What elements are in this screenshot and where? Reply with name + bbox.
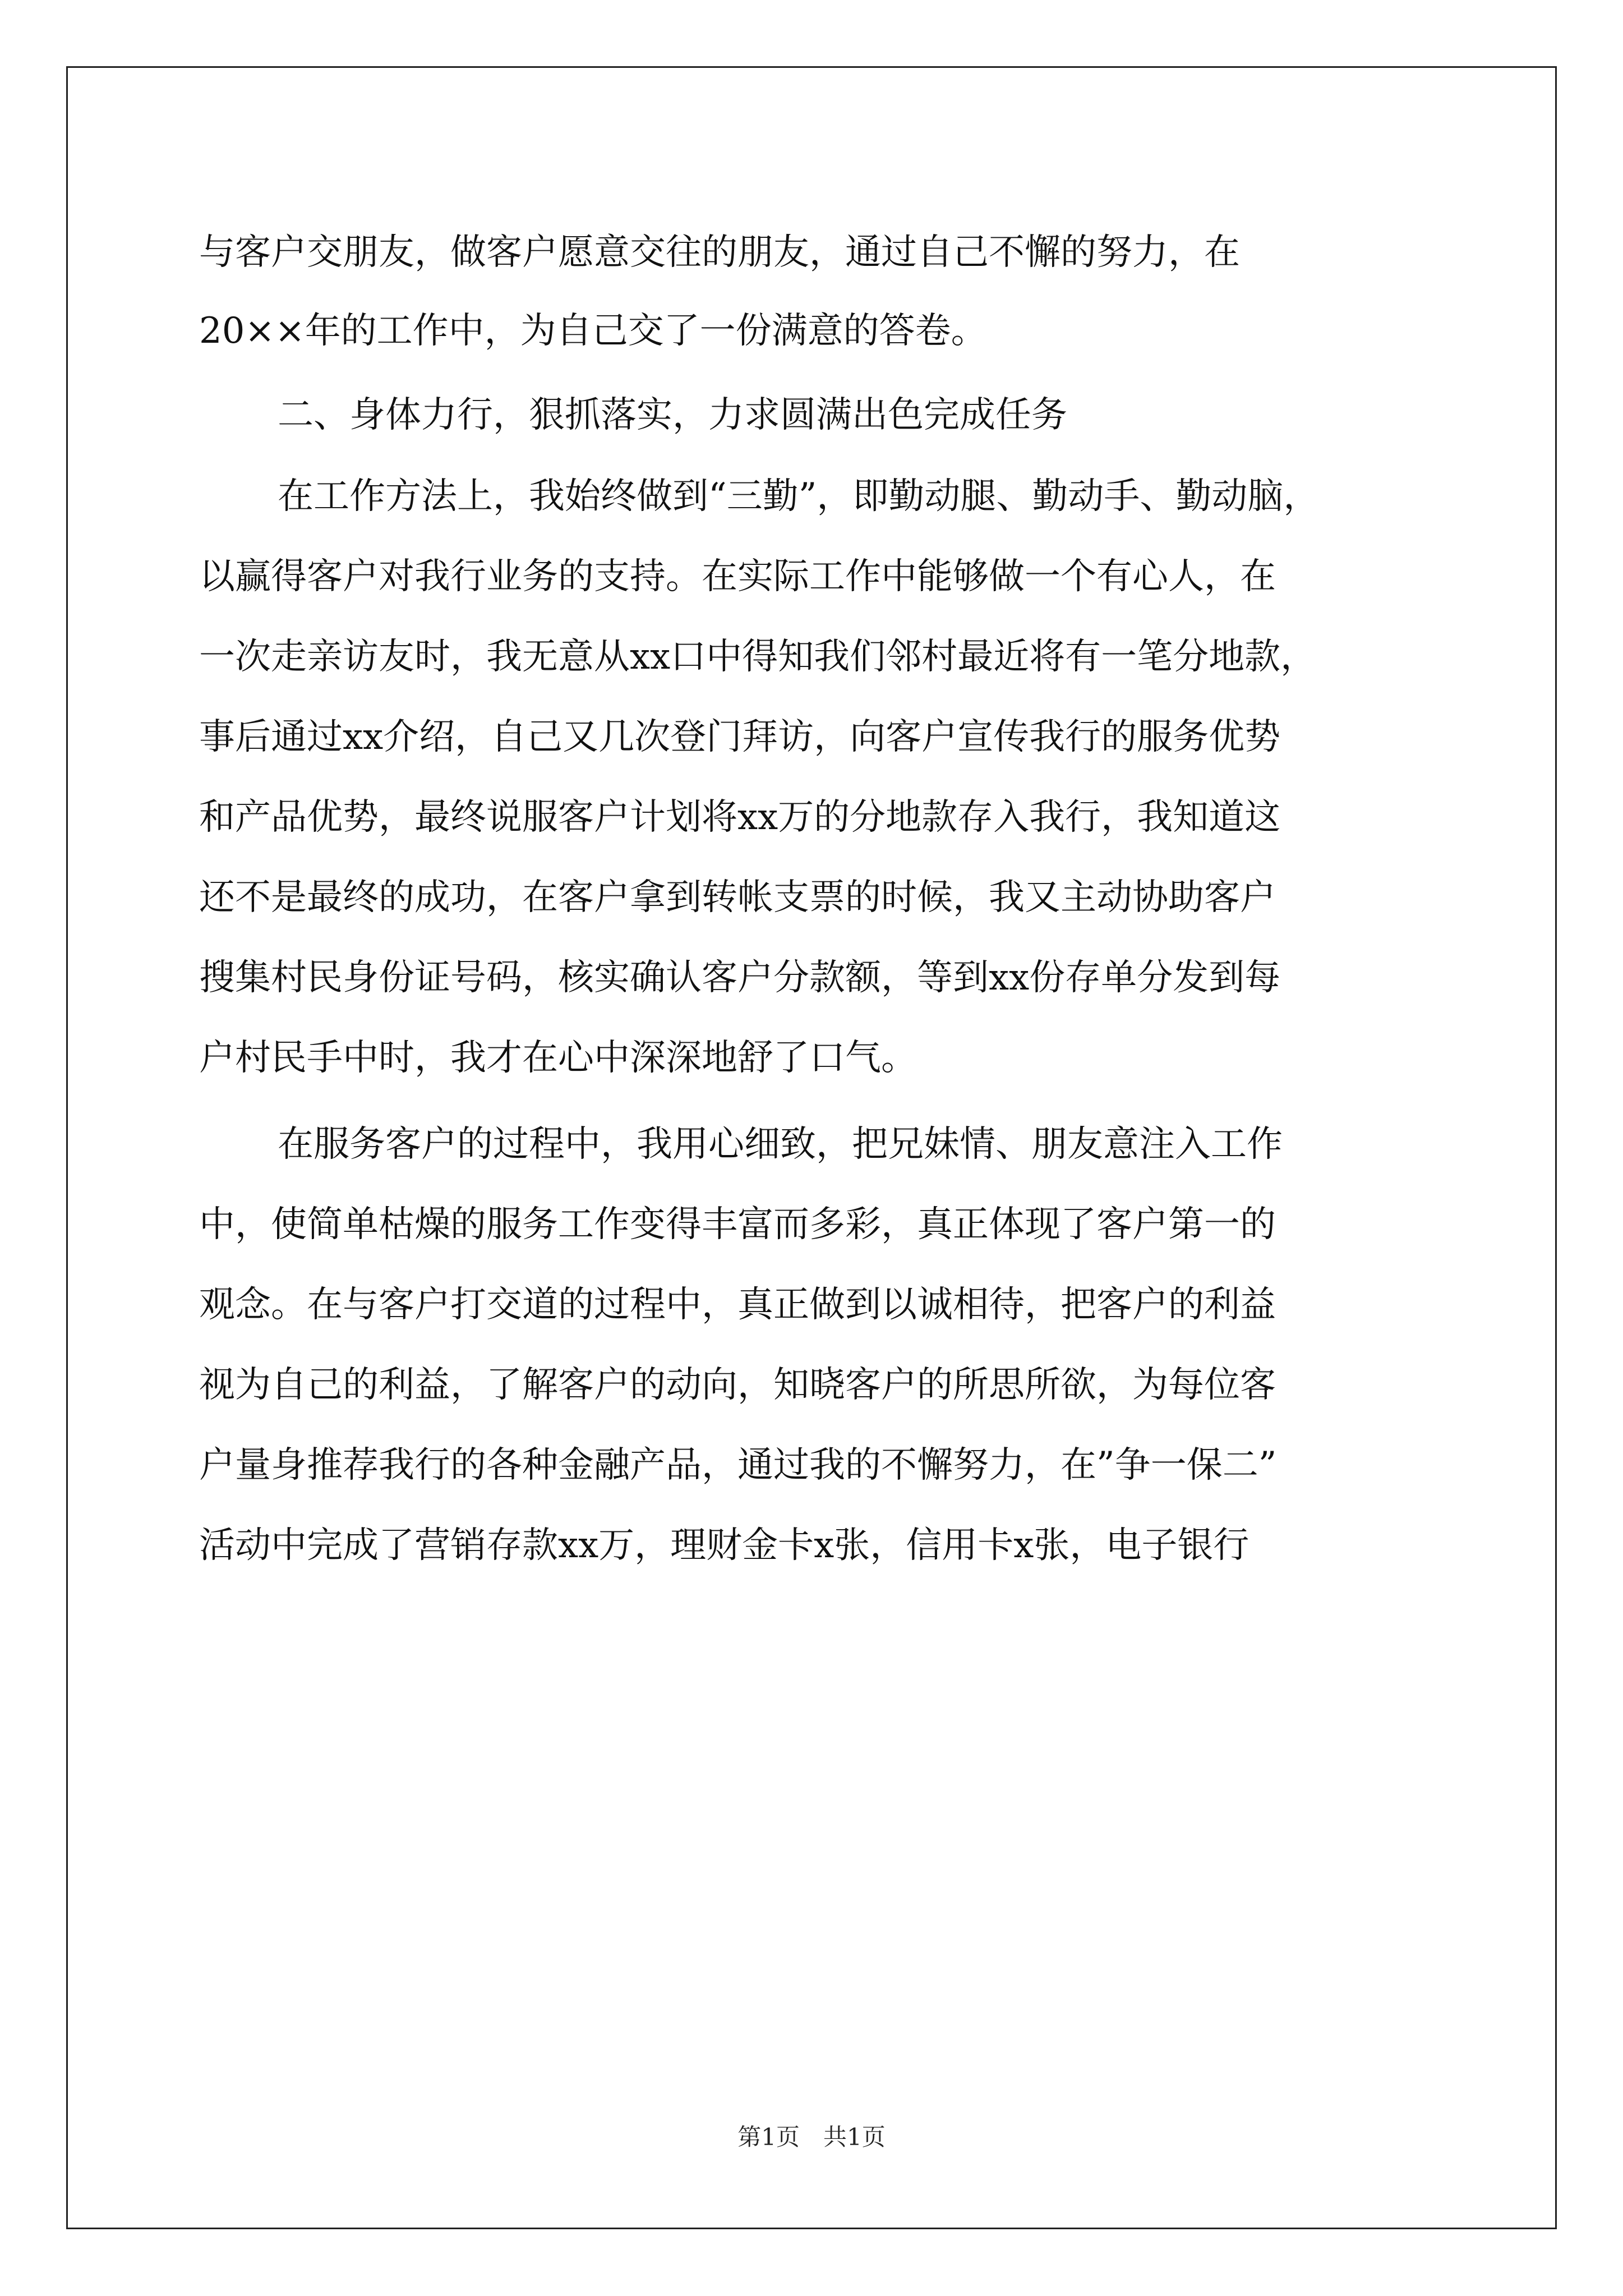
text-line: 与客户交朋友，做客户愿意交往的朋友，通过自己不懈的努力，在	[199, 232, 1240, 273]
text-line: 以赢得客户对我行业务的支持。在实际工作中能够做一个有心人，在	[199, 556, 1276, 597]
text-line: 事后通过xx介绍，自己又几次登门拜访，向客户宣传我行的服务优势	[199, 716, 1281, 758]
text-line: 中，使简单枯燥的服务工作变得丰富而多彩，真正体现了客户第一的	[199, 1204, 1276, 1245]
section-heading: 二、身体力行，狠抓落实，力求圆满出色完成任务	[278, 394, 1067, 436]
paragraph-start-line: 在工作方法上，我始终做到“三勤”，即勤动腿、勤动手、勤动脑，	[278, 476, 1320, 517]
text-line: 搜集村民身份证号码，核实确认客户分款额，等到xx份存单分发到每	[199, 957, 1281, 999]
paragraph-start-line: 在服务客户的过程中，我用心细致，把兄妹情、朋友意注入工作	[278, 1124, 1283, 1165]
page-number-footer: 第1页 共1页	[737, 2123, 886, 2151]
text-line: 视为自己的利益，了解客户的动向，知晓客户的所思所欲，为每位客	[199, 1364, 1276, 1406]
text-line: 和产品优势，最终说服客户计划将xx万的分地款存入我行，我知道这	[199, 797, 1281, 838]
text-line: 观念。在与客户打交道的过程中，真正做到以诚相待，把客户的利益	[199, 1284, 1276, 1326]
text-line: 20××年的工作中，为自己交了一份满意的答卷。	[199, 310, 987, 352]
text-line: 一次走亲访友时，我无意从xx口中得知我们邻村最近将有一笔分地款，	[199, 636, 1317, 678]
text-line: 活动中完成了营销存款xx万，理财金卡x张，信用卡x张，电子银行	[199, 1525, 1249, 1566]
text-line: 户量身推荐我行的各种金融产品，通过我的不懈努力，在”争一保二”	[199, 1444, 1277, 1486]
text-line: 还不是最终的成功，在客户拿到转帐支票的时候，我又主动协助客户	[199, 877, 1276, 918]
text-line: 户村民手中时，我才在心中深深地舒了口气。	[199, 1037, 917, 1079]
